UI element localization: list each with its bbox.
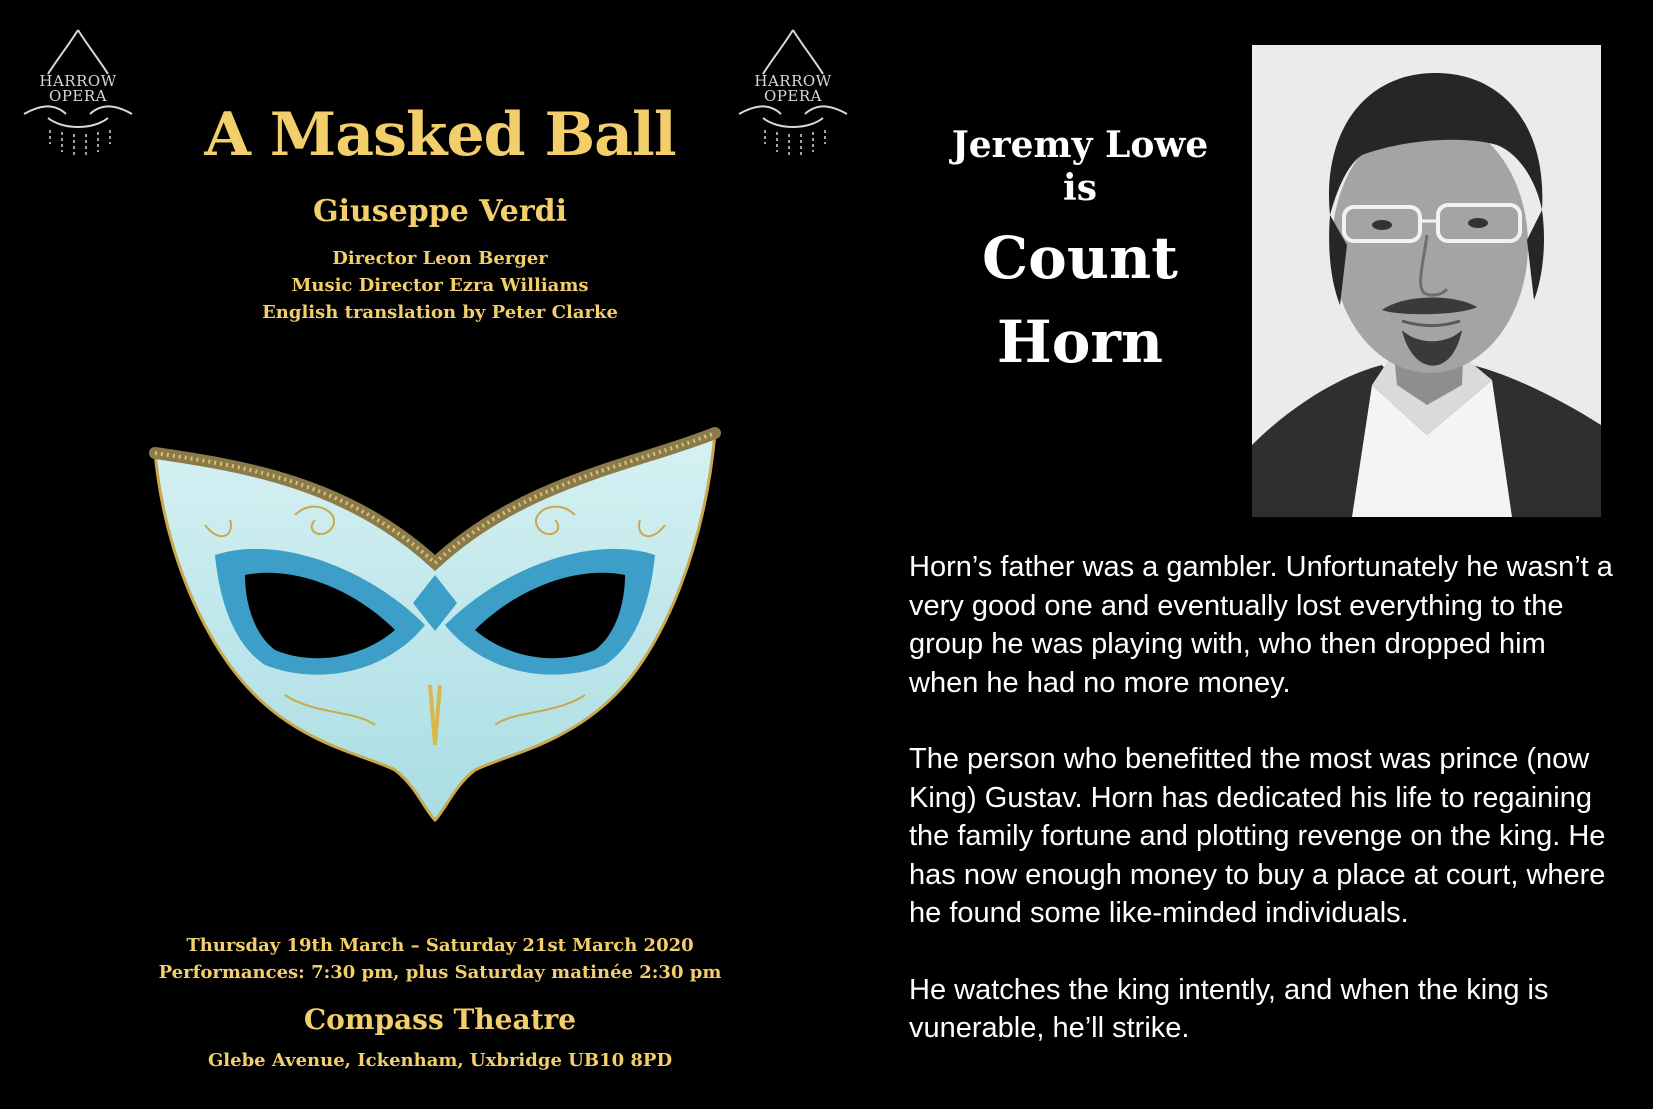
bio-paragraph: He watches the king intently, and when the king is vunerable, he’ll strike. [909,973,1549,1044]
portrait-illustration [1252,45,1601,517]
role-line-1: Count [982,224,1178,292]
role-line-2: Horn [996,308,1164,376]
bio-paragraph: The person who benefitted the most was prince (now King) Gustav. Horn has dedicated his life to regaining the family fortune and plotting revenge on the king. He has now enough money to buy a place at court, where he found some like-minded individuals. [909,743,1606,929]
logo-line-1: HARROW [754,72,832,90]
poster-venue: Compass Theatre [303,1003,577,1036]
poster-credit-music-director: Music Director Ezra Williams [291,275,589,296]
actor-heading [900,122,1260,384]
poster-credit-translation: English translation by Peter Clarke [262,302,618,323]
poster-dates: Thursday 19th March – Saturday 21st March 2020 [186,935,694,956]
logo-line-2: OPERA [49,87,107,105]
bio-paragraph: Horn’s father was a gambler. Unfortunately he wasn’t a very good one and eventually lost everything to the group he was playing with, who then dropped him when he had no more money. [909,551,1613,699]
logo-line-2: OPERA [764,87,822,105]
masquerade-mask [145,425,725,825]
role-name [900,216,1260,384]
character-bio [909,548,1621,1086]
masquerade-mask-icon [145,425,725,825]
logo-line-1: HARROW [39,72,117,90]
poster-address: Glebe Avenue, Ickenham, Uxbridge UB10 8PD [207,1050,673,1071]
poster-composer: Giuseppe Verdi [312,194,568,229]
poster-credit-director: Director Leon Berger [332,248,548,269]
poster-performances: Performances: 7:30 pm, plus Saturday matinée 2:30 pm [158,962,722,983]
poster-title: A Masked Ball [204,100,676,170]
actor-portrait [1252,45,1601,517]
actor-name: Jeremy Lowe [951,124,1209,166]
actor-is: is [1063,167,1097,209]
